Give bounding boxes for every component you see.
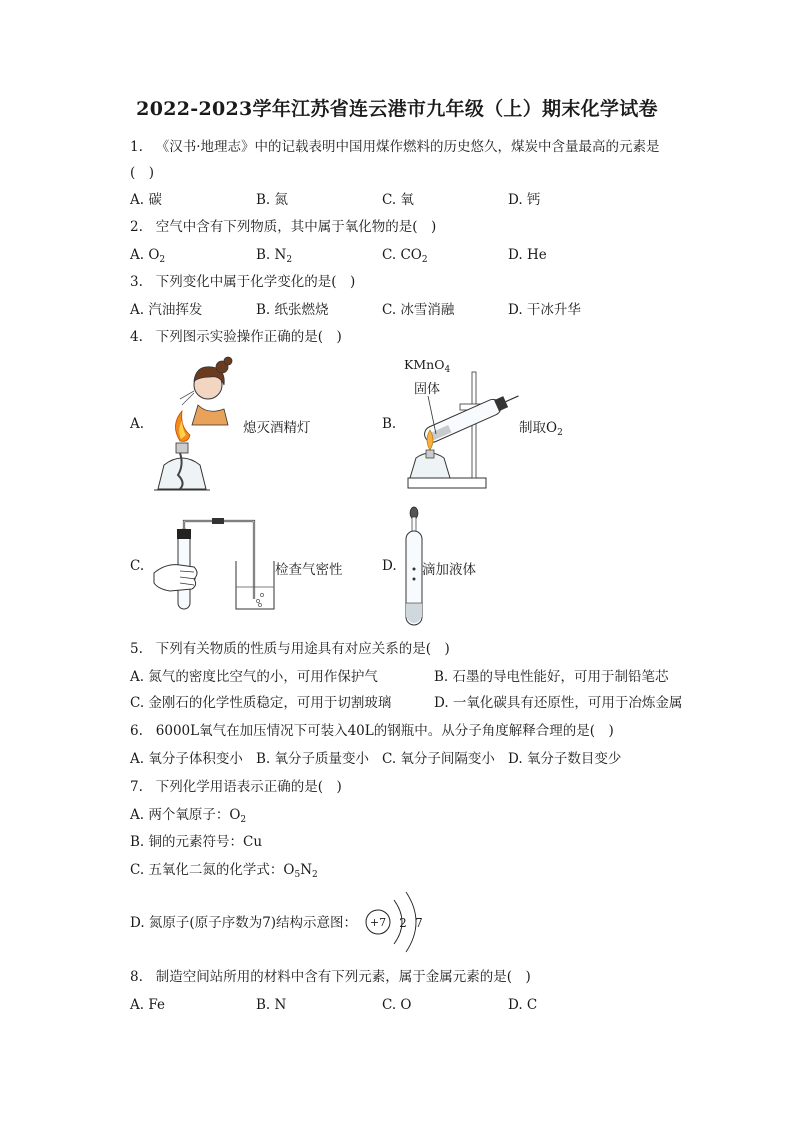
option-c: C. 氧分子间隔变小	[382, 751, 495, 767]
option-c: C. $CO_2$	[382, 247, 428, 265]
option-a: A. 氧分子体积变小	[130, 751, 243, 767]
blow-out-lamp-illustration	[150, 355, 245, 495]
option-a: A. 碳	[130, 192, 162, 208]
nucleus-charge: +7	[369, 916, 387, 929]
question-stem: 制造空间站所用的材料中含有下列元素，属于金属元素的是( )	[155, 969, 531, 985]
option-c: C. 冰雪消融	[382, 302, 455, 318]
question-stem: 《汉书·地理志》中的记载表明中国用煤作燃料的历史悠久，煤炭中含量最高的元素是	[155, 139, 660, 155]
question-number: 8.	[130, 969, 143, 985]
option-d: D. 干冰升华	[508, 302, 581, 318]
figure-d-caption: 滴加液体	[422, 562, 476, 578]
figure-a-caption: 熄灭酒精灯	[243, 420, 311, 436]
question-number: 6.	[130, 723, 143, 739]
question-7	[130, 778, 342, 796]
option-a: A. $O_2$	[130, 247, 166, 265]
question-1	[130, 138, 660, 156]
question-stem: 下列图示实验操作正确的是( )	[155, 329, 342, 345]
question-8	[130, 968, 531, 986]
option-d: D. He	[508, 247, 547, 263]
page-title: 2022-2023学年江苏省连云港市九年级（上）期末化学试卷	[136, 98, 658, 120]
question-stem: 6000L氧气在加压情况下可装入40L的钢瓶中。从分子角度解释合理的是( )	[155, 723, 614, 739]
question-4	[130, 328, 342, 346]
option-b: B. 氮	[256, 192, 289, 208]
question-stem: 空气中含有下列物质，其中属于氧化物的是( )	[155, 219, 437, 235]
oxygen-setup-illustration	[400, 370, 530, 495]
reagent-state-label: 固体	[414, 382, 441, 397]
question-number: 4.	[130, 329, 143, 345]
question-6	[130, 722, 614, 740]
option-a: A. 两个氧原子：$O_2$	[130, 807, 247, 825]
question-3	[130, 273, 355, 291]
figure-b-caption: 制取$O_2$	[519, 420, 563, 438]
option-d: D. 钙	[508, 192, 541, 208]
option-b: B. $N_2$	[256, 247, 293, 265]
question-2	[130, 218, 436, 236]
option-b: B. 石墨的导电性能好，可用于制铅笔芯	[434, 669, 669, 685]
option-b: B. 氧分子质量变小	[256, 751, 370, 767]
option-a: A. 汽油挥发	[130, 302, 203, 318]
option-d: D. 氮原子(原子序数为7)结构示意图：	[130, 915, 358, 931]
option-c: C. O	[382, 997, 412, 1013]
figure-c-letter: C.	[130, 558, 145, 574]
question-stem: 下列有关物质的性质与用途具有对应关系的是( )	[155, 641, 450, 657]
question-number: 2.	[130, 219, 143, 235]
option-d: D. C	[508, 997, 538, 1013]
option-c: C. 五氧化二氮的化学式：$O_5N_2$	[130, 862, 318, 880]
option-c: C. 金刚石的化学性质稳定，可用于切割玻璃	[130, 695, 392, 711]
option-d: D. 氧分子数目变少	[508, 751, 622, 767]
option-b: B. 纸张燃烧	[256, 302, 329, 318]
question-stem: 下列化学用语表示正确的是( )	[155, 779, 342, 795]
nitrogen-atom-structure-diagram	[360, 886, 435, 958]
question-5	[130, 640, 450, 658]
option-b: B. N	[256, 997, 287, 1013]
shell-2-electrons: 7	[415, 916, 423, 930]
option-c: C. 氧	[382, 192, 414, 208]
answer-paren: ( )	[130, 165, 155, 181]
reagent-label: KMnO$_4$	[404, 357, 451, 375]
question-number: 3.	[130, 274, 143, 290]
question-number: 7.	[130, 779, 143, 795]
shell-1-electrons: 2	[399, 916, 407, 930]
question-number: 5.	[130, 641, 143, 657]
option-a: A. Fe	[130, 997, 165, 1013]
figure-c-caption: 检查气密性	[275, 562, 343, 578]
airtightness-check-illustration	[150, 515, 280, 615]
option-a: A. 氮气的密度比空气的小，可用作保护气	[130, 669, 378, 685]
figure-b-letter: B.	[382, 416, 397, 432]
option-b: B. 铜的元素符号：Cu	[130, 834, 263, 850]
figure-a-letter: A.	[130, 416, 145, 432]
question-number: 1.	[130, 139, 143, 155]
option-d: D. 一氧化碳具有还原性，可用于冶炼金属	[434, 695, 683, 711]
question-stem: 下列变化中属于化学变化的是( )	[155, 274, 356, 290]
figure-d-letter: D.	[382, 558, 397, 574]
